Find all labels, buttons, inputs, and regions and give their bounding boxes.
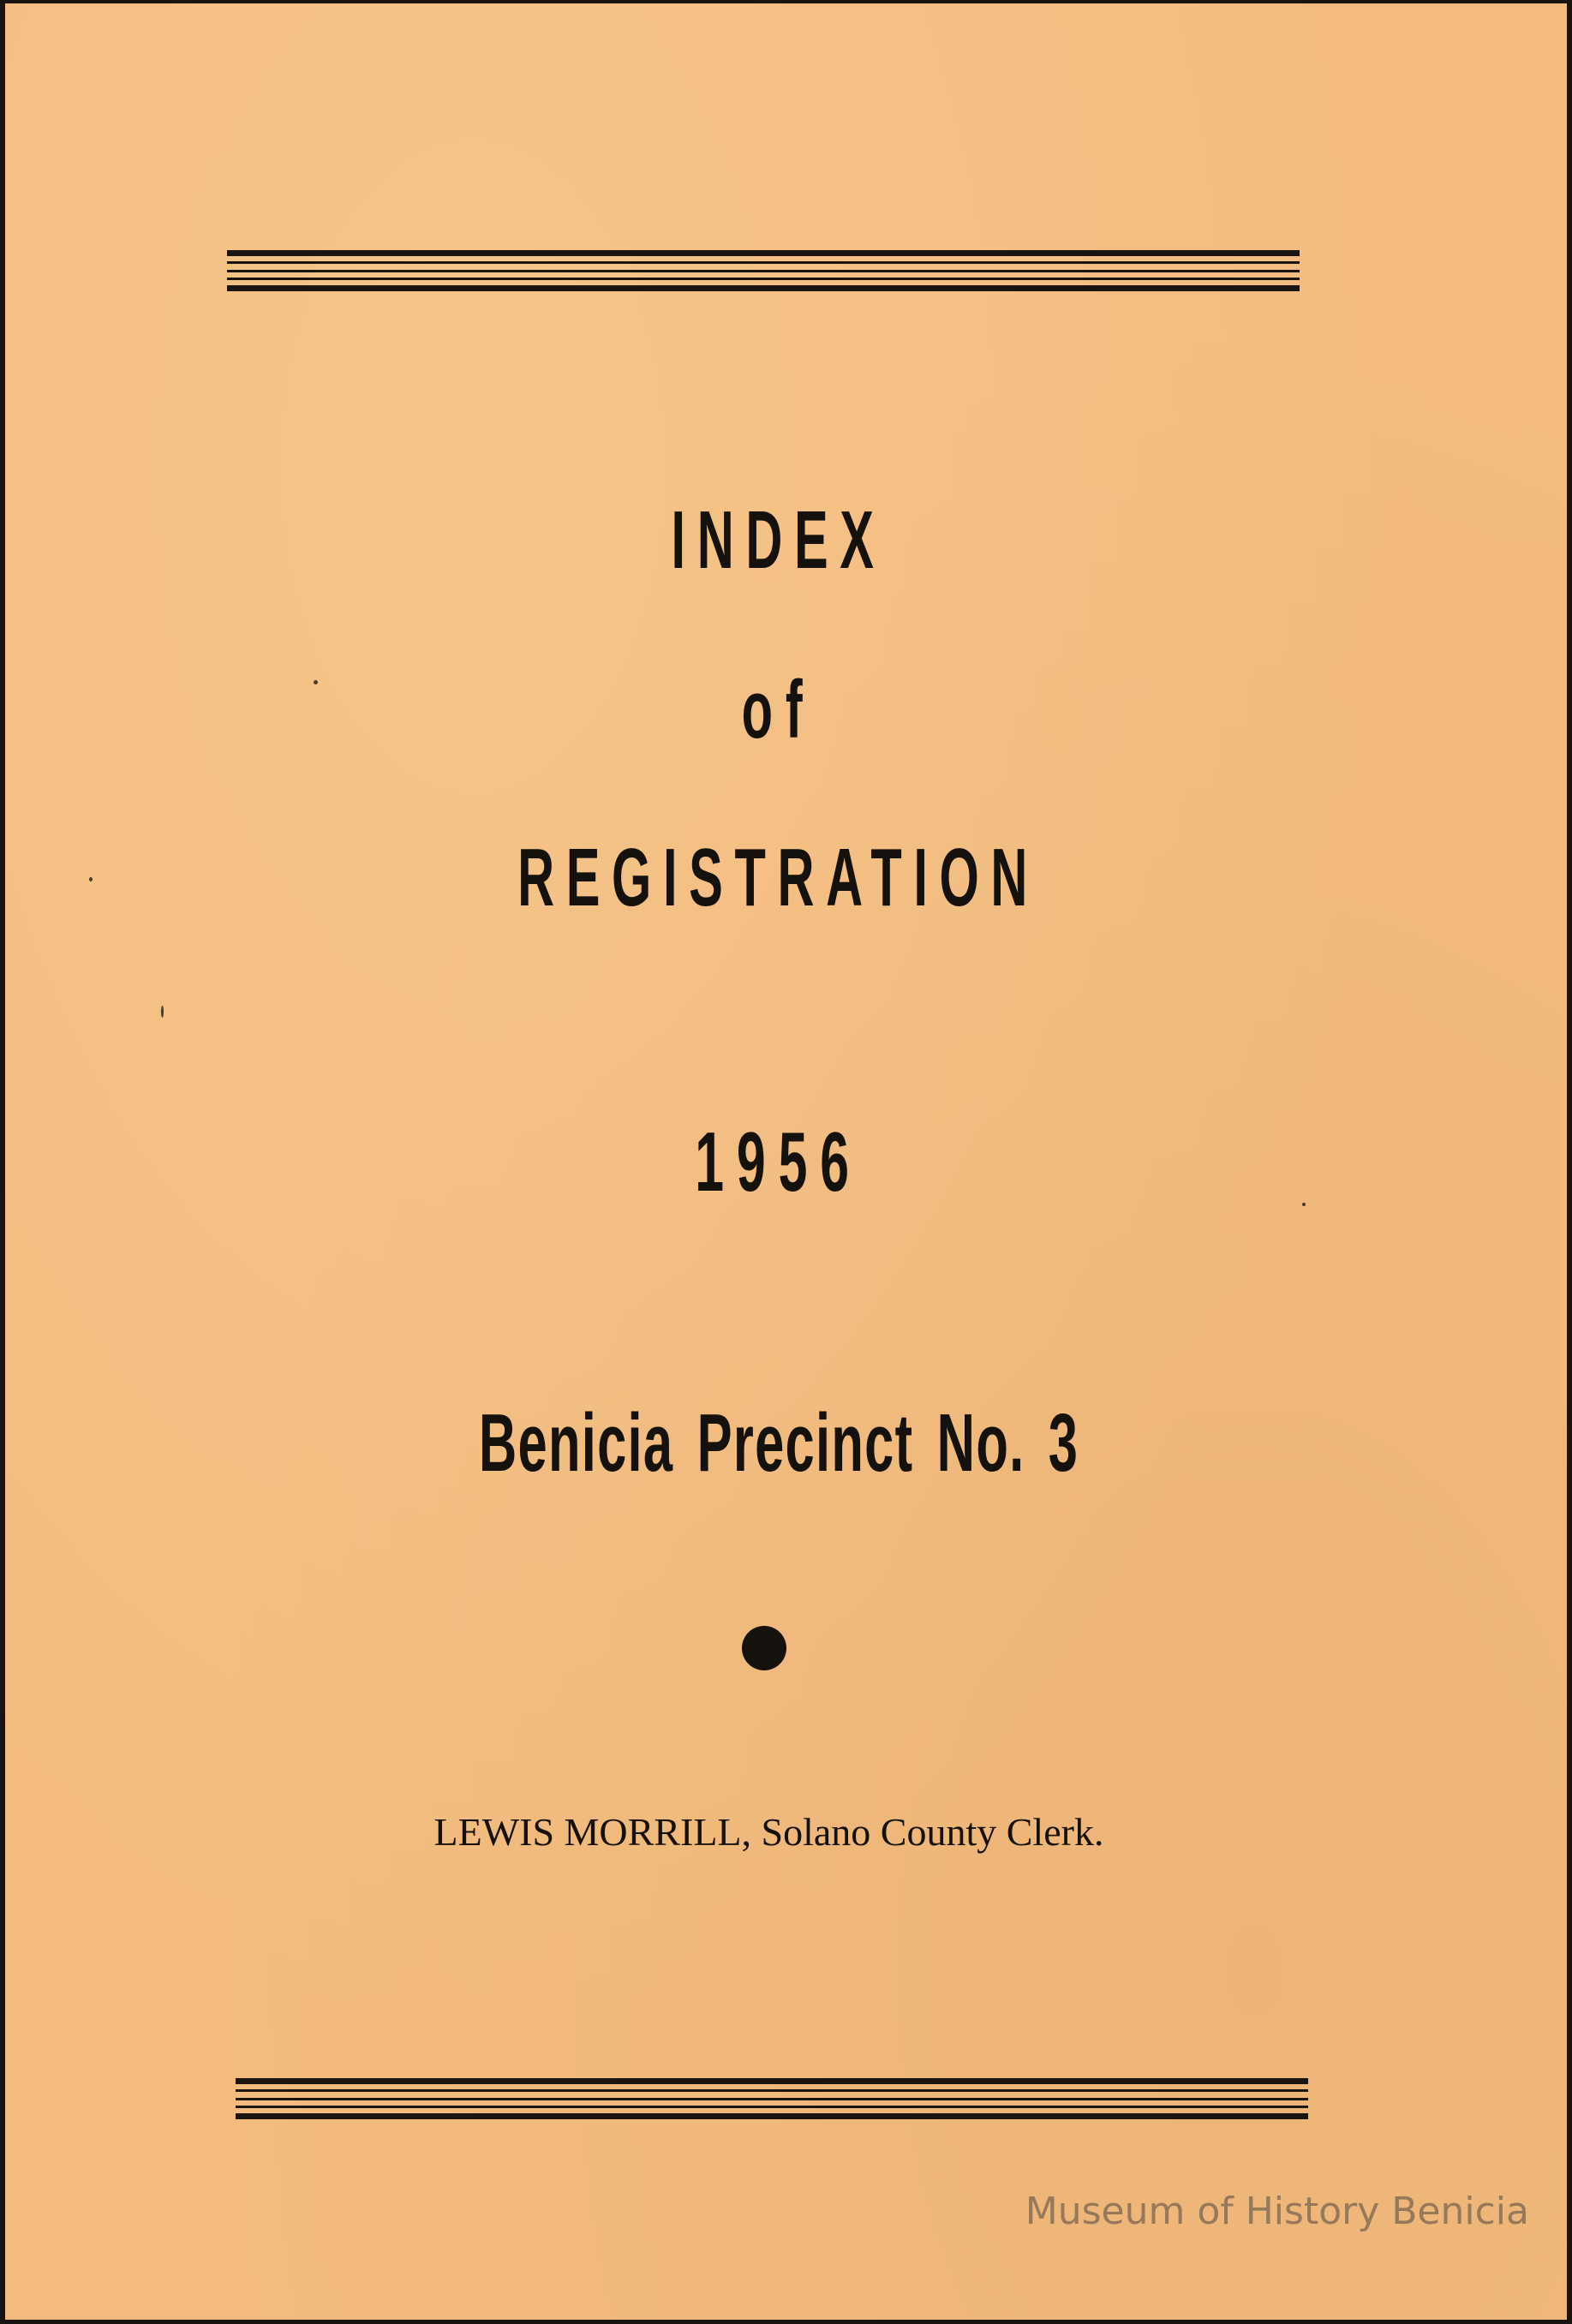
museum-watermark: Museum of History Benicia: [1025, 2190, 1529, 2233]
paper-speck: [161, 1006, 164, 1018]
title-of: of: [741, 664, 816, 756]
bottom-decorative-rule: [236, 2078, 1308, 2119]
clerk-title: Solano County Clerk.: [761, 1810, 1104, 1854]
bullet-dot-icon: [742, 1626, 786, 1670]
document-cover: [5, 3, 1567, 2320]
paper-speck: [1302, 1203, 1306, 1206]
paper-speck: [89, 877, 93, 881]
precinct-name: Benicia Precinct No. 3: [478, 1397, 1079, 1489]
year: 1956: [695, 1114, 862, 1209]
title-index: INDEX: [671, 494, 886, 586]
clerk-line: [5, 1809, 1533, 1855]
clerk-name: LEWIS MORRILL,: [433, 1810, 752, 1854]
paper-speck: [314, 680, 318, 684]
title-registration: REGISTRATION: [517, 832, 1040, 923]
top-decorative-rule: [227, 250, 1300, 291]
